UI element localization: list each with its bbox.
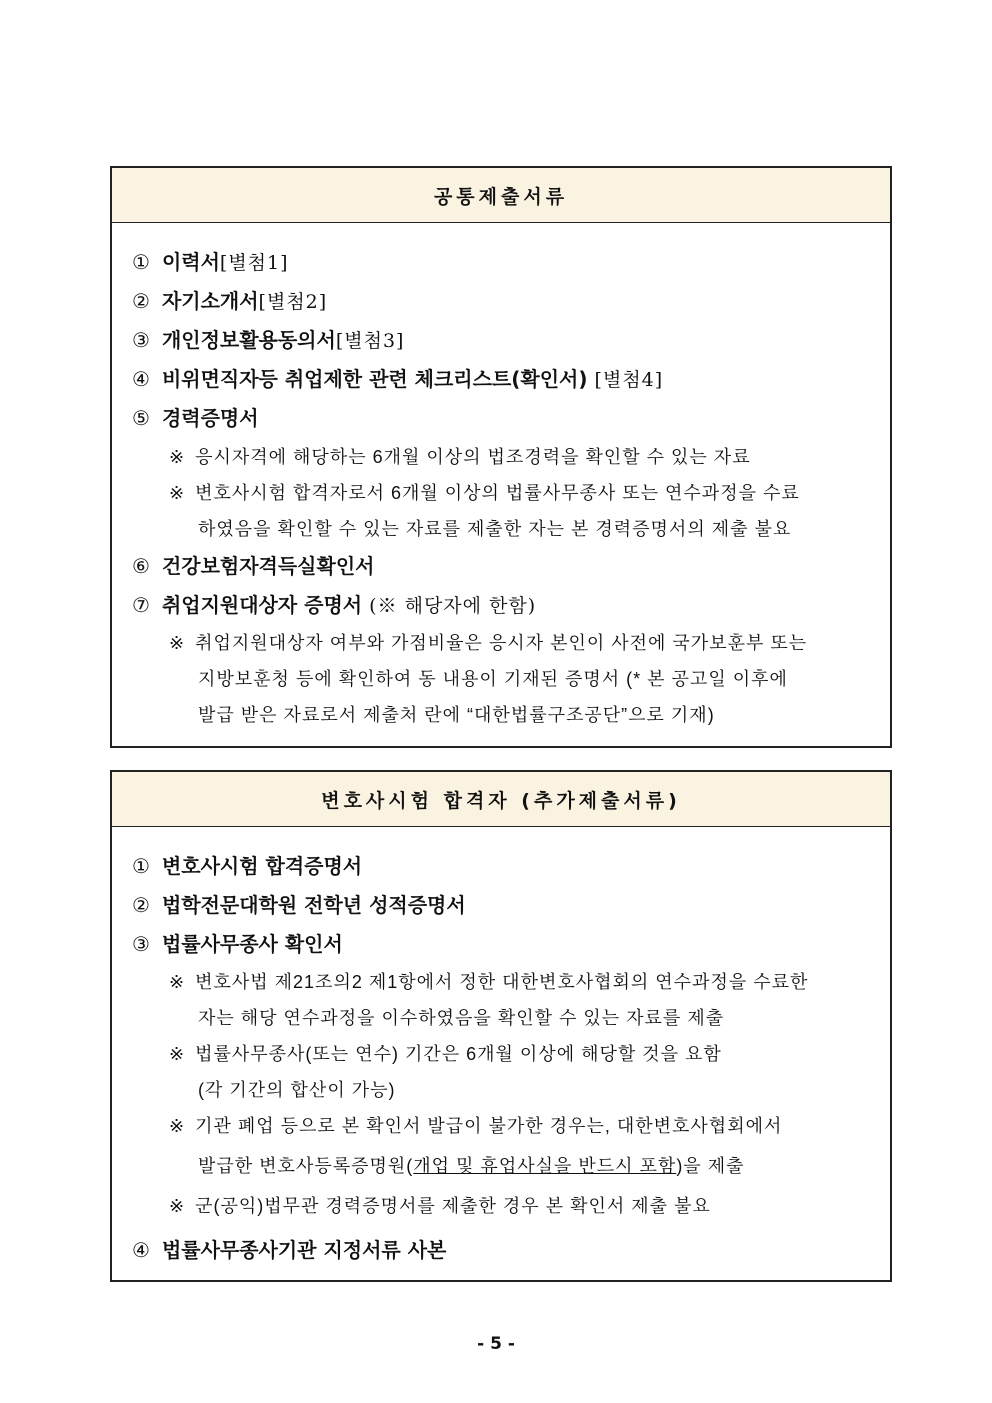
common-note-2-cont: 하였음을 확인할 수 있는 자료를 제출한 자는 본 경력증명서의 제출 불요 — [198, 519, 792, 539]
lawyer-item-2: ② 법학전문대학원 전학년 성적증명서 — [132, 893, 466, 917]
lawyer-note-1: ※ 변호사법 제21조의2 제1항에서 정한 대한변호사협회의 연수과정을 수료한 — [169, 972, 809, 992]
lawyer-item-1: ① 변호사시험 합격증명서 — [132, 854, 363, 878]
common-note-2: ※ 변호사시험 합격자로서 6개월 이상의 법률사무종사 또는 연수과정을 수료 — [169, 483, 800, 503]
common-documents-box — [110, 166, 892, 748]
common-note-1: ※ 응시자격에 해당하는 6개월 이상의 법조경력을 확인할 수 있는 자료 — [169, 447, 751, 467]
lawyer-item-4: ④ 법률사무종사기관 지정서류 사본 — [132, 1238, 447, 1262]
lawyer-note-2-cont: (각 기간의 합산이 가능) — [198, 1080, 396, 1100]
common-note-3: ※ 취업지원대상자 여부와 가점비율은 응시자 본인이 사전에 국가보훈부 또는 — [169, 633, 808, 653]
lawyer-note-3: ※ 기관 폐업 등으로 본 확인서 발급이 불가한 경우는, 대한변호사협회에서 — [169, 1116, 783, 1136]
common-item-7: ⑦ 취업지원대상자 증명서 (※ 해당자에 한함) — [132, 593, 537, 617]
common-item-3: ③ 개인정보활용동의서[별첨3] — [132, 328, 405, 352]
common-item-2: ② 자기소개서[별첨2] — [132, 289, 328, 313]
lawyer-note-1-cont: 자는 해당 연수과정을 이수하였음을 확인할 수 있는 자료를 제출 — [198, 1008, 725, 1028]
lawyer-note-4: ※ 군(공익)법무관 경력증명서를 제출한 경우 본 확인서 제출 불요 — [169, 1196, 711, 1216]
common-documents-header: 공통제출서류 — [112, 168, 890, 223]
lawyer-note-2: ※ 법률사무종사(또는 연수) 기간은 6개월 이상에 해당할 것을 요함 — [169, 1044, 722, 1064]
lawyer-documents-header: 변호사시험 합격자 (추가제출서류) — [112, 772, 890, 827]
common-note-3-cont-2: 발급 받은 자료로서 제출처 란에 “대한법률구조공단”으로 기재) — [198, 705, 715, 725]
common-note-3-cont-1: 지방보훈청 등에 확인하여 동 내용이 기재된 증명서 (* 본 공고일 이후에 — [198, 669, 788, 689]
lawyer-item-3: ③ 법률사무종사 확인서 — [132, 932, 343, 956]
common-item-4: ④ 비위면직자등 취업제한 관련 체크리스트(확인서) [별첨4] — [132, 367, 664, 391]
common-item-5: ⑤ 경력증명서 — [132, 406, 259, 430]
common-item-1: ① 이력서[별첨1] — [132, 250, 289, 274]
page-number: - 5 - — [477, 1334, 515, 1354]
common-item-6: ⑥ 건강보험자격득실확인서 — [132, 554, 375, 578]
lawyer-note-3-cont: 발급한 변호사등록증명원(개업 및 휴업사실을 반드시 포함)을 제출 — [198, 1156, 745, 1176]
lawyer-documents-box — [110, 770, 892, 1282]
